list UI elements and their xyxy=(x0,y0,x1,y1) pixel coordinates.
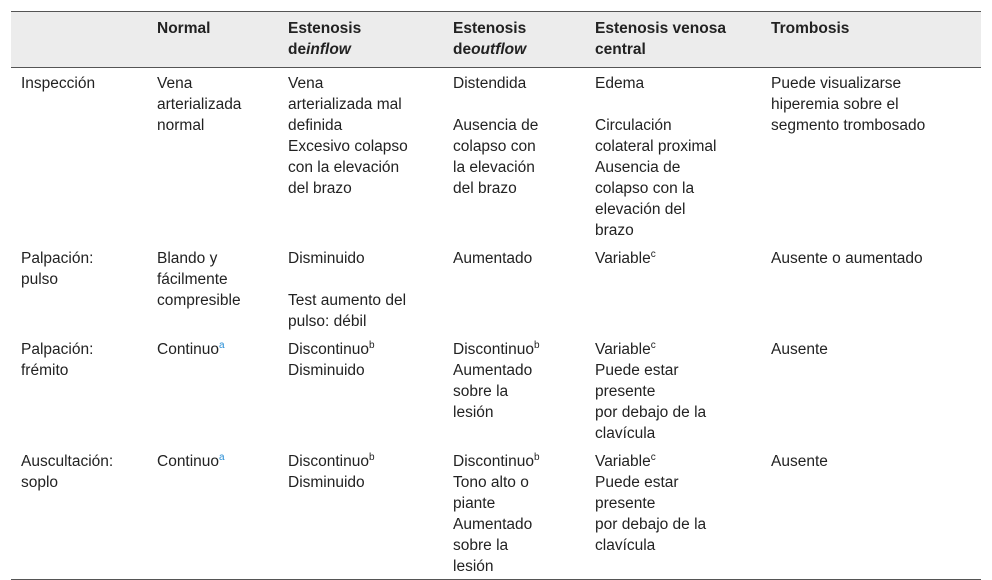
header-empty xyxy=(11,12,147,68)
header-trombosis: Trombosis xyxy=(771,20,850,37)
cell-label: Palpación: pulso xyxy=(21,250,94,288)
cell-trombosis: Puede visualizarse hiperemia sobre el segmento trombosado xyxy=(771,75,926,134)
footnote-b: b xyxy=(534,339,540,351)
cell-label: Inspección xyxy=(21,75,96,92)
footnote-b: b xyxy=(534,451,540,463)
cell-normal: Continuo$^a$ xyxy=(157,451,225,470)
cell-outflow: Distendida Ausencia de colapso con la elevación del brazo xyxy=(453,75,539,197)
header-normal: Normal xyxy=(157,20,211,37)
clinical-table xyxy=(11,11,981,580)
header-row xyxy=(11,12,981,68)
row-inspeccion xyxy=(11,68,981,244)
cell-inflow: Discontinuo$^b$ Disminuido xyxy=(288,339,375,379)
footnote-c: c xyxy=(650,248,656,260)
cell-normal: Blando y fácilmente compresible xyxy=(157,250,241,309)
footnote-c: c xyxy=(650,451,656,463)
footnote-b: b xyxy=(369,451,375,463)
header-outflow: Estenosis deoutflow xyxy=(453,20,527,58)
cell-trombosis: Ausente xyxy=(771,453,828,470)
cell-central: Variable$^c$ Puede estar presente por debajo de la clavícula xyxy=(595,339,707,442)
cell-inflow: Disminuido Test aumento del pulso: débil xyxy=(288,250,407,330)
cell-central: Edema Circulación colateral proximal Ausencia de colapso con la elevación del brazo xyxy=(595,75,717,239)
footnote-c: c xyxy=(650,339,656,351)
cell-normal: Vena arterializada normal xyxy=(157,75,242,134)
footnote-a-link[interactable]: a xyxy=(219,451,225,463)
cell-outflow: Discontinuo$^b$ Aumentado sobre la lesión xyxy=(453,339,540,421)
cell-inflow: Vena arterializada mal definida Excesivo colapso con la elevación del brazo xyxy=(288,75,408,197)
header-inflow: Estenosis deinflow xyxy=(288,20,362,58)
row-soplo xyxy=(11,446,981,580)
cell-central: Variable$^c$ Puede estar presente por debajo de la clavícula xyxy=(595,451,707,554)
cell-trombosis: Ausente xyxy=(771,341,828,358)
footnote-b: b xyxy=(369,339,375,351)
cell-outflow: Discontinuo$^b$ Tono alto o piante Aumentado sobre la lesión xyxy=(453,451,540,575)
cell-inflow: Discontinuo$^b$ Disminuido xyxy=(288,451,375,491)
cell-outflow: Aumentado xyxy=(453,250,533,267)
cell-label: Palpación: frémito xyxy=(21,341,94,379)
row-fremito xyxy=(11,334,981,446)
cell-normal: Continuo$^a$ xyxy=(157,339,225,358)
cell-label: Auscultación: soplo xyxy=(21,453,114,491)
header-central: Estenosis venosa central xyxy=(595,20,726,58)
footnote-a-link[interactable]: a xyxy=(219,339,225,351)
cell-trombosis: Ausente o aumentado xyxy=(771,250,923,267)
exploration-table xyxy=(11,11,981,580)
cell-central: Variable$^c$ xyxy=(595,248,656,267)
row-pulso xyxy=(11,243,981,334)
